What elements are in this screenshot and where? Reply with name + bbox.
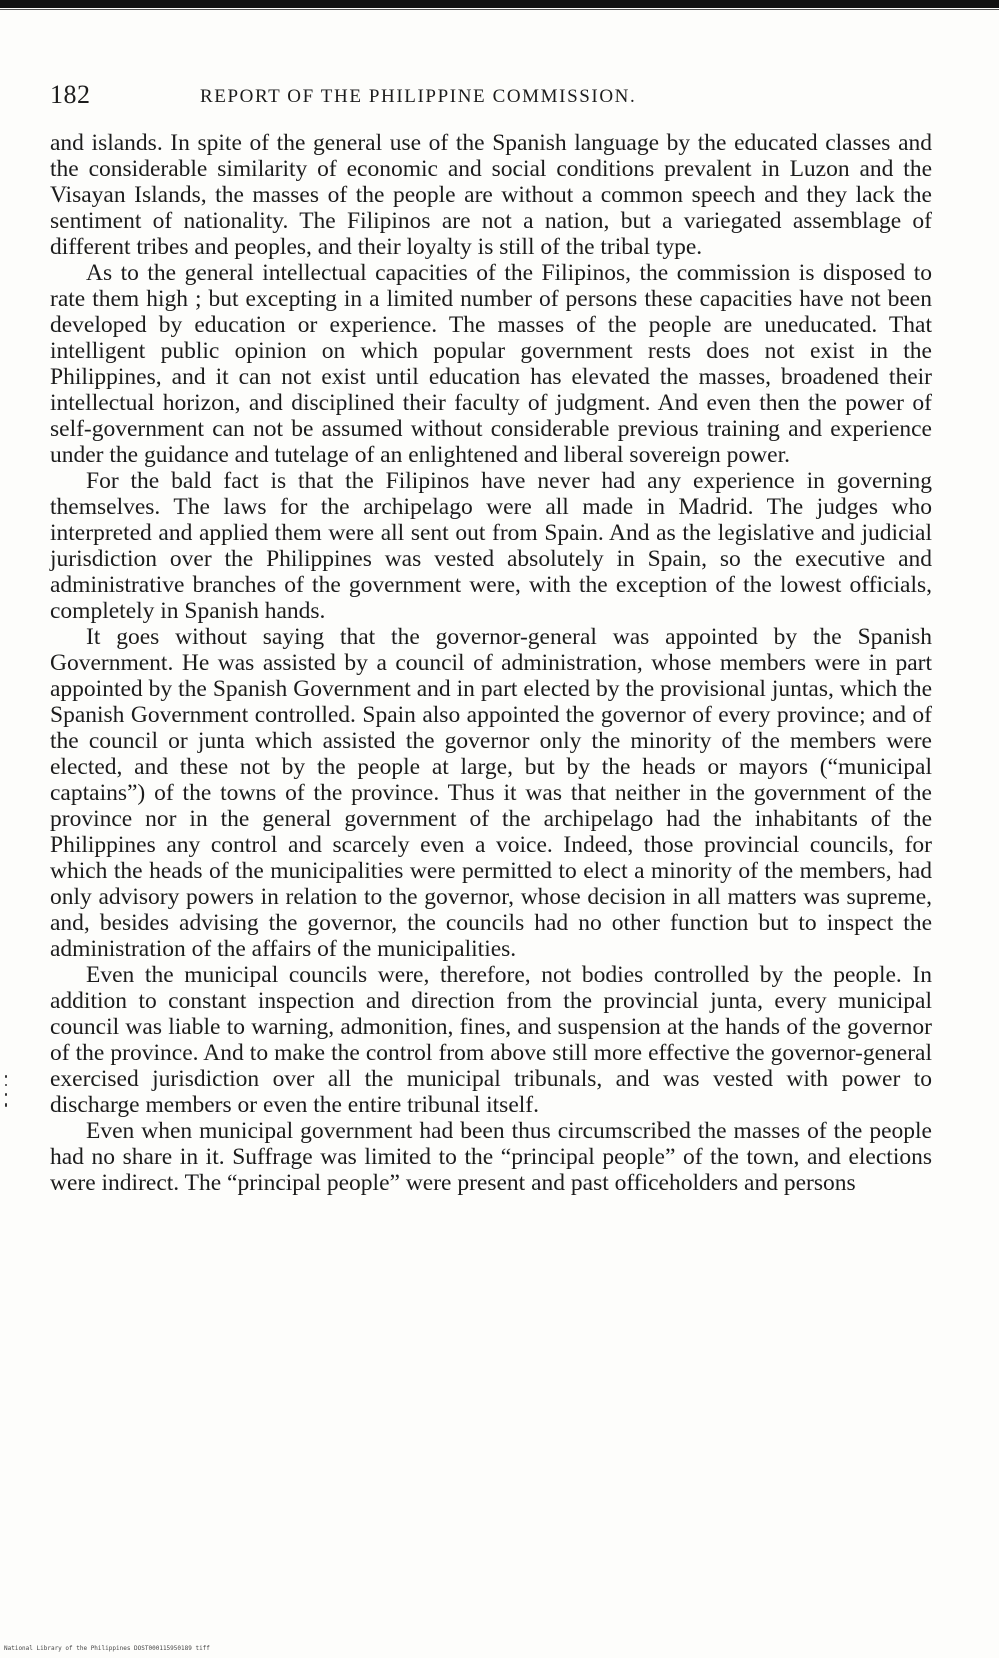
margin-speck — [5, 1103, 7, 1107]
margin-specks — [4, 1075, 10, 1115]
top-border-rule — [0, 0, 999, 8]
top-border-thin-rule — [0, 9, 999, 10]
paragraph-suffrage: Even when municipal government had been thus circumscribed the masses of the people had no share in it. Suffrage was limited to the “principal people” of the town, and elections were indirect. The “principal people” were present and past officeholders and persons — [50, 1118, 932, 1196]
body-text — [50, 130, 932, 1196]
paragraph-no-self-government-experience: For the bald fact is that the Filipinos have never had any experience in governing themselves. The laws for the archipelago were all made in Madrid. The judges who interpreted and applied them were all sent out from Spain. And as the legislative and judicial jurisdiction over the Philippines was vested absolutely in Spain, so the executive and administrative branches of the government were, with the exception of the lowest officials, completely in Spanish hands. — [50, 468, 932, 624]
page-header — [50, 80, 930, 114]
scan-source-note: National Library of the Philippines DOST000115950189 tiff — [4, 1645, 210, 1652]
paragraph-municipal-councils: Even the municipal councils were, therefore, not bodies controlled by the people. In addition to constant inspection and direction from the provincial junta, every municipal council was liable to warning, admonition, fines, and suspension at the hands of the governor of the province. And to make the control from above still more effective the governor-general exercised jurisdiction over all the municipal tribunals, and was vested with power to discharge members or even the entire tribunal itself. — [50, 962, 932, 1118]
paragraph-governor-general: It goes without saying that the governor-general was appointed by the Spanish Government. He was assisted by a council of administration, whose members were in part appointed by the Spanish Government and in part elected by the provisional juntas, which the Spanish Government controlled. Spain also appointed the governor of every province; and of the council or junta which assisted the governor only the minority of the members were elected, and these not by the people at large, but by the heads or mayors (“municipal captains”) of the towns of the province. Thus it was that neither in the government of the province nor in the general government of the archipelago had the inhabitants of the Philippines any control and scarcely even a voice. Indeed, those provincial councils, for which the heads of the municipalities were permitted to elect a minority of the members, had only advisory powers in relation to the governor, whose decision in all matters was supreme, and, besides advising the governor, the councils had no other function but to inspect the administration of the affairs of the municipalities. — [50, 624, 932, 962]
margin-speck — [5, 1075, 7, 1078]
margin-speck — [5, 1084, 7, 1086]
page-number: 182 — [50, 80, 91, 109]
paragraph-continuation: and islands. In spite of the general use of the Spanish language by the educated classes and the considerable similarity of economic and social conditions prevalent in Luzon and the Visayan Islands, the masses of the people are without a common speech and they lack the sentiment of nationality. The Filipinos are not a nation, but a variegated assemblage of different tribes and peoples, and their loyalty is still of the tribal type. — [50, 130, 932, 260]
margin-speck — [5, 1093, 7, 1096]
paragraph-intellectual-capacities: As to the general intellectual capacities of the Filipinos, the commission is disposed to rate them high ; but excepting in a limited number of persons these capacities have not been developed by education or experience. The masses of the people are uneducated. That intelligent public opinion on which popular government rests does not exist in the Philippines, and it can not exist until education has elevated the masses, broadened their intellectual horizon, and disciplined their faculty of judgment. And even then the power of self-government can not be assumed without considerable previous training and experience under the guidance and tutelage of an enlightened and liberal sovereign power. — [50, 260, 932, 468]
running-head: REPORT OF THE PHILIPPINE COMMISSION. — [200, 86, 637, 107]
